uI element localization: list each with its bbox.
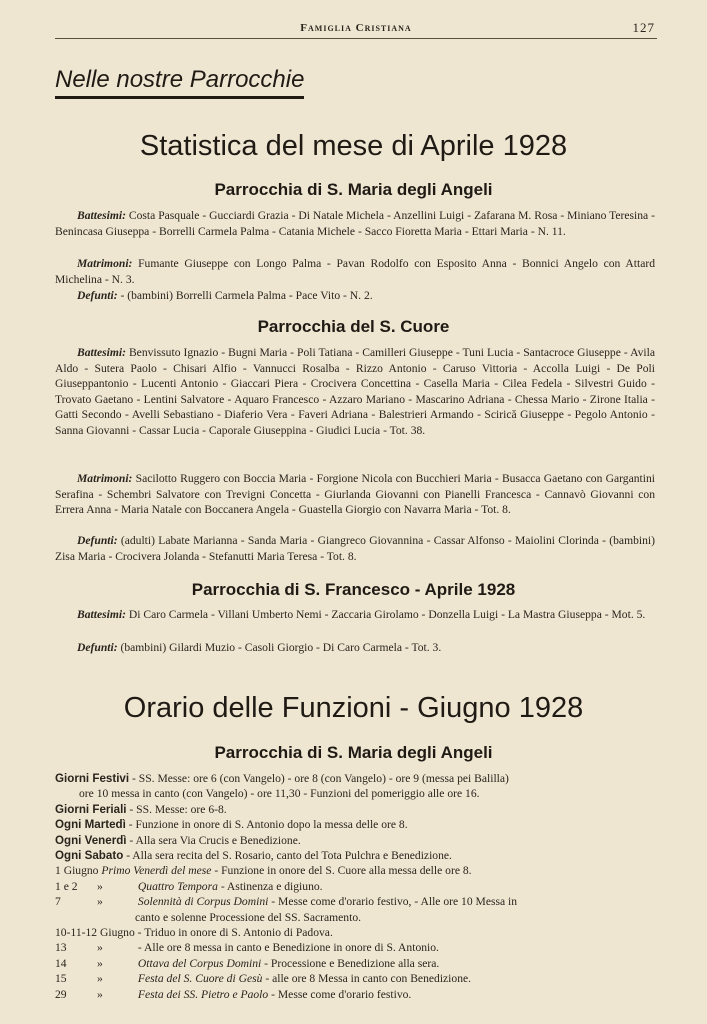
heading-orario-maria-angeli: Parrocchia di S. Maria degli Angeli <box>214 743 493 762</box>
battesimi-label: Battesimi: <box>77 209 126 222</box>
cuore-battesimi <box>55 345 655 439</box>
feriali-text: - SS. Messe: ore 6-8. <box>129 802 227 816</box>
event-day: 10-11-12 Giugno <box>55 926 135 940</box>
event-name: Solennità di Corpus Domini <box>137 895 269 909</box>
schedule-row-event <box>55 925 655 940</box>
schedule-row-event <box>55 956 655 971</box>
schedule-row-martedi <box>55 817 655 832</box>
cuore-matrimoni <box>55 471 655 518</box>
schedule-row-event <box>55 879 655 894</box>
feriali-label: Giorni Feriali <box>55 802 127 816</box>
venerdi-label: Ogni Venerdì <box>55 833 127 847</box>
section-label: Nelle nostre Parrocchie <box>55 66 304 99</box>
cuore-defunti <box>55 533 655 564</box>
venerdi-text: - Alla sera Via Crucis e Benedizione. <box>129 833 301 847</box>
orario-schedule <box>55 771 655 1002</box>
schedule-row-feriali <box>55 802 655 817</box>
event-day: 14 <box>55 956 67 970</box>
battesimi-text: Costa Pasquale - Gucciardi Grazia - Di Natale Michela - Anzellini Luigi - Zafarana M. Rosa - Miniano Teresina - Benincasa Giuseppa - Borrelli Carmela Palma - Catania Michele - Sacco Fioretta Maria - Ettari Maria - N. 11. <box>55 209 655 238</box>
matrimoni-label: Matrimoni: <box>77 472 133 485</box>
event-day: 1 Giugno <box>55 864 99 878</box>
running-header <box>55 16 657 39</box>
event-text: - alle ore 8 Messa in canto con Benedizione. <box>265 972 472 986</box>
ditto-mark: » <box>97 956 103 970</box>
battesimi-label: Battesimi: <box>77 346 126 359</box>
defunti-text: - (bambini) Borrelli Carmela Palma - Pace Vito - N. 2. <box>120 289 373 302</box>
sabato-text: - Alla sera recita del S. Rosario, canto del Tota Pulchra e Benedizione. <box>126 849 452 863</box>
martedi-text: - Funzione in onore di S. Antonio dopo la messa delle ore 8. <box>128 818 408 832</box>
heading-cuore: Parrocchia del S. Cuore <box>257 317 450 336</box>
orario-title: Orario delle Funzioni - Giugno 1928 <box>123 692 584 724</box>
heading-maria-angeli: Parrocchia di S. Maria degli Angeli <box>214 180 493 199</box>
maria-angeli-matrimoni <box>55 256 655 287</box>
defunti-text: (bambini) Gilardi Muzio - Casoli Giorgio - Di Caro Carmela - Tot. 3. <box>120 641 442 654</box>
battesimi-text: Benvissuto Ignazio - Bugni Maria - Poli Tatiana - Camilleri Giuseppe - Tuni Lucia - Santacroce Giuseppe - Avila Aldo - Sutera Paolo - Chisari Alfio - Vannucci Rosalba - Rizzo Antonio - Caruso Vittoria - Accolla Luigi - De Poli Giuseppantonio - Lucenti Antonio - Giaccari Piera - Crocivera Concettina - Casella Maria - Cilea Fedela - Silvestri Guido - Trovato Gaetano - Lentini Salvatore - Aquaro Francesco - Azzaro Mariano - Mascarino Adriana - Chessa Mario - Zirone Italia - Gatti Secondo - Avelli Sebastiano - Diaferio Vera - Faveri Adriana - Balestrieri Armando - Scirică Giuseppe - Pegolo Antonio - Sanna Giovanni - Cassar Lucia - Caporale Giuseppina - Giudici Lucia - Tot. 38. <box>55 346 655 437</box>
event-day: 13 <box>55 941 67 955</box>
matrimoni-text: Fumante Giuseppe con Longo Palma - Pavan Rodolfo con Esposito Anna - Bonnici Angelo con Attard Michelina - N. 3. <box>55 257 655 286</box>
battesimi-text: Di Caro Carmela - Villani Umberto Nemi - Zaccaria Girolamo - Donzella Luigi - La Mastra Giuseppa - Mot. 5. <box>128 608 646 621</box>
francesco-battesimi <box>55 607 655 623</box>
schedule-row-event <box>55 894 655 909</box>
event-name: Ottava del Corpus Domini <box>137 956 262 970</box>
event-name: Quattro Tempora <box>137 879 218 893</box>
event-text: - Triduo in onore di S. Antonio di Padova. <box>137 926 333 940</box>
matrimoni-label: Matrimoni: <box>77 257 133 270</box>
festivi-text-2: ore 10 messa in canto (con Vangelo) - ore 11,30 - Funzioni del pomeriggio alle ore 16. <box>79 787 480 801</box>
heading-francesco: Parrocchia di S. Francesco - Aprile 1928 <box>191 580 516 599</box>
schedule-row-event <box>55 987 655 1002</box>
ditto-mark: » <box>97 987 103 1001</box>
event-day: 15 <box>55 972 67 986</box>
festivi-text: - SS. Messe: ore 6 (con Vangelo) - ore 8 (con Vangelo) - ore 9 (messa pei Balilla) <box>132 772 509 785</box>
defunti-label: Defunti: <box>77 289 118 302</box>
event-text: - Messe come d'orario festivo. <box>271 987 412 1001</box>
schedule-row-event <box>55 971 655 986</box>
event-text: - Processione e Benedizione alla sera. <box>264 956 440 970</box>
event-name: Primo Venerdì del mese <box>101 864 212 878</box>
event-text: - Astinenza e digiuno. <box>220 879 323 893</box>
schedule-row-venerdi <box>55 833 655 848</box>
martedi-label: Ogni Martedì <box>55 818 126 832</box>
sabato-label: Ogni Sabato <box>55 849 124 863</box>
francesco-defunti <box>55 640 655 656</box>
matrimoni-text: Sacilotto Ruggero con Boccia Maria - Forgione Nicola con Bucchieri Maria - Busacca Gaetano con Gargantini Serafina - Schembri Salvatore con Trevigni Concetta - Giurlanda Giovanni con Pianelli Francesca - Cannavò Giovanni con Errera Anna - Maria Natale con Boccanera Angela - Guastella Giorgio con Navarra Maria - Tot. 8. <box>55 472 655 517</box>
defunti-label: Defunti: <box>77 641 118 654</box>
magazine-title: Famiglia Cristiana <box>300 22 412 34</box>
maria-angeli-defunti <box>55 288 655 304</box>
statistica-title: Statistica del mese di Aprile 1928 <box>139 130 568 162</box>
defunti-label: Defunti: <box>77 534 118 547</box>
event-name: Festa del S. Cuore di Gesù <box>137 972 263 986</box>
battesimi-label: Battesimi: <box>77 608 126 621</box>
event-day: 29 <box>55 987 67 1001</box>
ditto-mark: » <box>97 941 103 955</box>
schedule-row-festivi <box>55 771 655 786</box>
schedule-row-event-cont <box>55 910 655 925</box>
event-day: 7 <box>55 895 61 909</box>
ditto-mark: » <box>97 972 103 986</box>
schedule-row-event <box>55 940 655 955</box>
event-text-2: canto e solenne Processione del SS. Sacramento. <box>135 910 362 924</box>
event-day: 1 e 2 <box>55 879 78 893</box>
defunti-text: (adulti) Labate Marianna - Sanda Maria - Giangreco Giovannina - Cassar Alfonso - Maiolini Clorinda - (bambini) Zisa Maria - Crocivera Jolanda - Stefanutti Maria Teresa - Tot. 8. <box>55 534 655 563</box>
event-text: - Funzione in onore del S. Cuore alla messa delle ore 8. <box>214 864 472 878</box>
schedule-row-event <box>55 863 655 878</box>
ditto-mark: » <box>97 879 103 893</box>
event-text: - Alle ore 8 messa in canto e Benedizione in onore di S. Antonio. <box>137 941 439 955</box>
event-text: - Messe come d'orario festivo, - Alle ore 10 Messa in <box>271 895 518 909</box>
event-name: Festa dei SS. Pietro e Paolo <box>137 987 269 1001</box>
ditto-mark: » <box>97 895 103 909</box>
festivi-label: Giorni Festivi <box>55 772 130 785</box>
schedule-row-sabato <box>55 848 655 863</box>
page-number: 127 <box>632 20 655 35</box>
maria-angeli-battesimi <box>55 208 655 239</box>
schedule-row-festivi-cont <box>55 786 655 801</box>
